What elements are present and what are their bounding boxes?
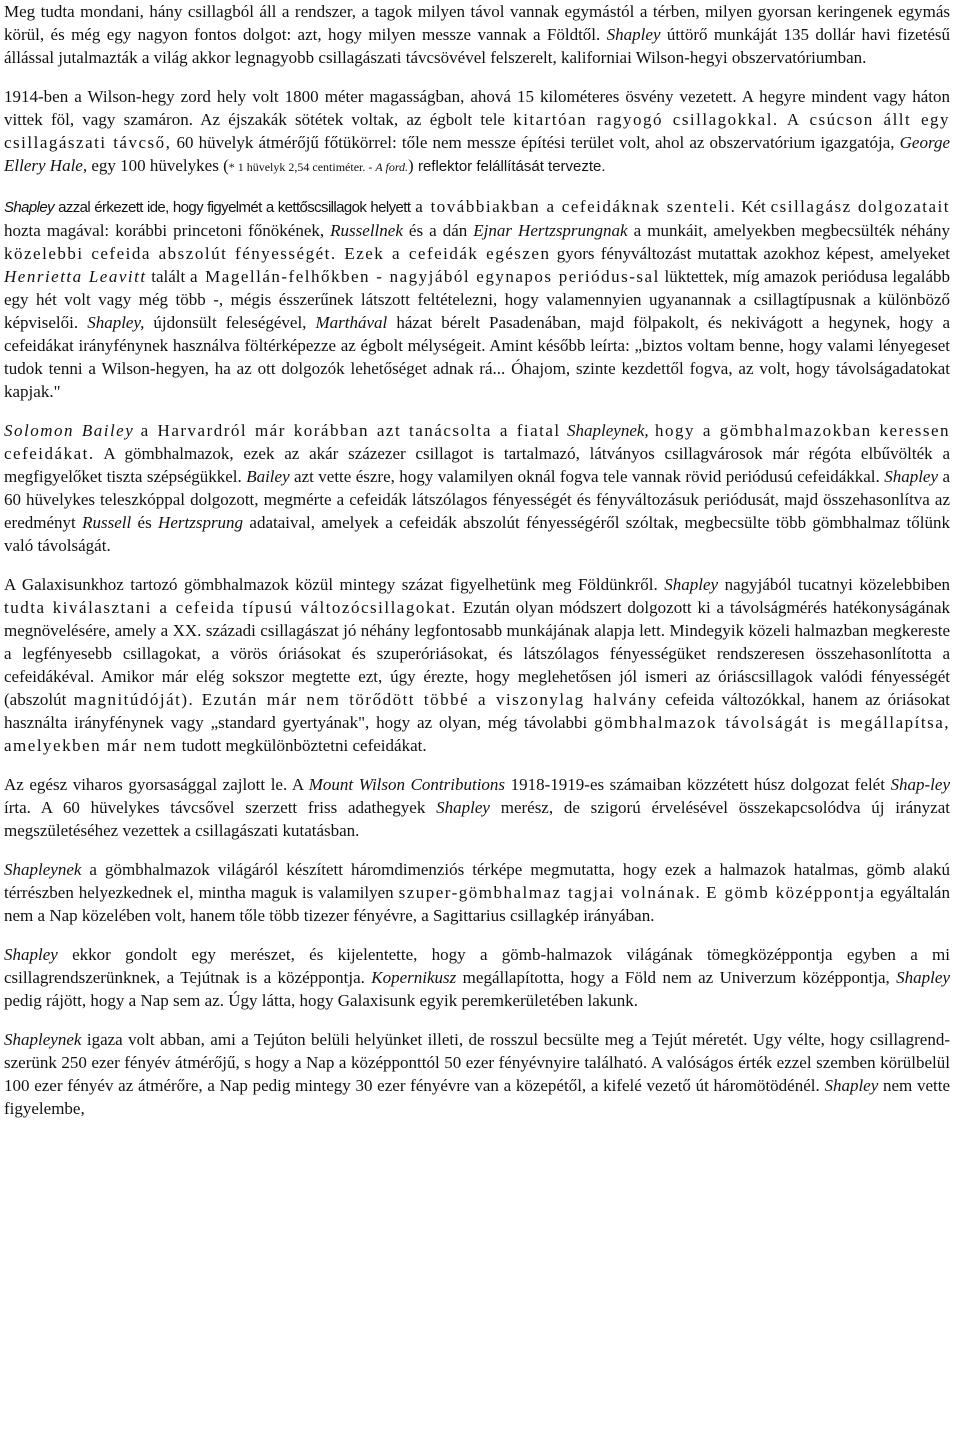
text-run <box>779 110 787 129</box>
text-run: és a dán <box>402 221 474 240</box>
text-run: a 60 hüvelykes teleszkóppal dolgozott, megmérte a cefeidák látszólagos fényességét és fényváltozásuk periódusát, majd összehasonlítva az eredményt <box>4 467 950 532</box>
text-run: Két <box>736 197 771 216</box>
text-run: A gömbhalmazok, ezek az akár százezer csillagot is tartalmazó, látványos csillagvárosok már régóta elbűvölték a megfigyelőket tiszta szépségükkel. <box>4 444 950 486</box>
text-run: 60 hüvelyk átmérőjű főtükörrel: tőle nem messze építési terület volt, ahol az obszervatórium igazgatója, <box>171 133 900 152</box>
text-run: azzal érkezett ide, hogy figyelmét a kettőscsillagok helyett <box>54 199 411 216</box>
text-run: kitartóan ragyogó csillagokkal. <box>513 110 779 129</box>
text-run <box>194 690 201 709</box>
text-run: tudta kiválasztani a cefeida típusú változócsillagokat. <box>4 598 457 617</box>
text-run: Mount Wilson Contributions <box>308 775 506 794</box>
text-run: egyáltalán nem a Nap közelében volt, hanem tőle több tizezer fényévre, a Sagittarius csillagkép irányában. <box>4 883 950 925</box>
text-run: azt vette észre, hogy valamilyen oknál fogva tele vannak rövid periódusú cefeidákkal. <box>289 467 885 486</box>
text-run: a Magellán-felhőkben - nagyjából egynapos periódus-sal <box>189 267 660 286</box>
text-run: Ezután olyan módszert dolgozott ki a távolságmérés hatékonyságának megnövelésére, amely a XX. századi csillagászat jó néhány legfontosabb munkájának alapja lett. Mindegyik közeli halmazban megkereste a legfényesebb csillagokat, a vörös óriásokat és szuperóriásokat, és látszólagos fényességüket rendszeresen összehasonlította a cefeidákéval. Amikor már elég sokszor megtette ezt, úgy érezte, hogy meglehetősen jól ismeri az óriáscsillagok valódi fényességét (abszolút <box>4 598 950 709</box>
paragraph-9 <box>4 1028 950 1120</box>
text-run: Solomon Bailey <box>4 421 135 440</box>
text-run: Shapley <box>4 945 58 964</box>
text-run: Shapley <box>884 467 939 486</box>
text-run: reflektor felállítását tervezte. <box>417 158 606 175</box>
text-run: Meg tudta mondani, hány csillagból áll a rendszer, a tagok milyen távol vannak egymástól a térben, milyen gyorsan keringenek egymás körül, és még egy nagyon fontos dolgot: azt, hogy milyen messze vannak a Földtől. <box>4 2 950 44</box>
text-run: tudott megkülönböztetni cefeidákat. <box>177 736 427 755</box>
paragraph-2 <box>4 85 950 179</box>
text-run: Shap-ley <box>890 775 950 794</box>
paragraph-5 <box>4 573 950 757</box>
text-run: ekkor gondolt egy merészet, és kijelentette, hogy a gömb-halmazok világának tömegközéppontja egyben a mi csillagrendszerünknek, a Tejútnak is a középpontja. <box>4 945 950 987</box>
text-run: egy 100 hüvelykes ( <box>87 156 229 175</box>
text-run: Shapley <box>896 968 950 987</box>
text-run: csillagász dolgozatait <box>770 197 950 216</box>
text-run: talált <box>146 267 190 286</box>
text-run: Ezután már nem törődött többé a viszonylag halvány <box>201 690 658 709</box>
text-run: gömbhalmazok távolságát is megállapítsa, <box>594 713 950 732</box>
text-run: Russell <box>82 513 132 532</box>
text-run: Ejnar Hertzsprungnak <box>473 221 628 240</box>
text-run: ) <box>408 156 418 175</box>
text-run: házat bérelt Pasadenában, majd fölpakolt, és nekivágott a hegynek, hogy a cefeidákat irányfénynek használva föltérképezze az égbolt mélységeit. Amint később leírta: „biztos voltam benne, hogy valami lényegeset tudok tenni a Wilson-hegyen, ha az ott dolgozók lehetőséget adnak rá... Óhajom, szinte kezdettől fogva, az volt, hogy távolságadatokat kapjak." <box>4 313 950 401</box>
text-run: George Ellery Hale, <box>4 133 950 175</box>
text-run: írta. A 60 hüvelykes távcsővel szerzett friss adathegyek <box>4 798 437 817</box>
text-run: a munkáit, amelyekben megbecsülték néhány <box>627 221 950 240</box>
text-run: magnitúdóját). <box>73 690 195 709</box>
text-run: és <box>131 513 159 532</box>
text-run: Henrietta Leavitt <box>4 267 147 286</box>
text-run: Shapley <box>436 798 490 817</box>
text-run: gyors fényváltozást mutattak azokhoz képest, amelyeket <box>550 244 951 263</box>
text-run: hogy a gömbhalmazokban keressen cefeidákat. <box>4 421 951 463</box>
text-run: * 1 hüvelyk 2,54 centiméter. - <box>228 160 376 174</box>
text-run: cefeida változókkal, hanem az óriásokat használta irányfénynek vagy „standard gyertyának", hogy az olyan, még távolabbi <box>4 690 950 732</box>
text-run: Russellnek <box>330 221 403 240</box>
text-run: Marthával <box>315 313 388 332</box>
text-run: a Harvardról már korábban azt tanácsolta a fiatal <box>140 421 561 440</box>
text-run: Shapley <box>606 25 661 44</box>
text-run: merész, de szigorú érvelésével összekapcsolódva új irányzat megszületéséhez vezettek a csillagászati kutatásban. <box>4 798 950 840</box>
paragraph-6 <box>4 773 950 842</box>
paragraph-4 <box>4 419 950 557</box>
text-run: E gömb középpontja <box>706 883 876 902</box>
text-run: a gömbhalmazok világáról készített háromdimenziós térképe megmutatta, hogy ezek a halmazok hatalmas, gömb alakú térrészben helyezkednek el, mintha maguk is valamilyen <box>4 860 950 902</box>
text-run: hozta magával: korábbi princetoni főnökének, <box>4 221 331 240</box>
text-run: Hertzsprung <box>158 513 244 532</box>
text-run: 1914-ben a Wilson-hegy zord hely volt 1800 méter magasságban, ahová 15 kilométeres ösvény vezetett. A hegyre mindent vagy háton vittek föl, vagy szamáron. Az éjszakák sötétek voltak, az égbolt tele <box>4 87 950 129</box>
paragraph-3 <box>4 195 950 403</box>
text-run: úttörő munkáját 135 dollár havi fizetésű állással jutalmazták a világ akkor legnagyobb csillagászati távcsövével felszerelt, kaliforniai Wilson-hegyi obszervatóriumban. <box>4 25 950 67</box>
text-run: Shapley, <box>87 313 145 332</box>
paragraph-1 <box>4 0 950 69</box>
text-run: Bailey <box>246 467 290 486</box>
text-run: 1918-1919-es számaiban közzétett húsz dolgozat felét <box>505 775 891 794</box>
text-run: Shapleynek, <box>567 421 649 440</box>
text-run: a továbbiakban a cefeidáknak szenteli. <box>415 197 737 216</box>
text-run: igaza volt abban, ami a Tejúton belüli helyünket illeti, de rosszul becsülte meg a Tejút méretét. Ugy vélte, hogy csillagrend-szerünk 250 ezer fényév átmérőjű, s hogy a Nap a középponttól 50 ezer fényévnyire található. A valóságos érték ezzel szemben körülbelül 100 ezer fényév az átmérőre, a Nap pedig mintegy 30 ezer fényévre van a közepétől, a kifelé vezető út háromötödénél. <box>4 1030 950 1095</box>
text-run: közelebbi cefeida abszolút fényességét. Ezek a cefeidák egészen <box>4 244 551 263</box>
text-run: adataival, amelyek a cefeidák abszolút fényességéről szóltak, megbecsülte több gömbhalmaz tőlünk való távolságát. <box>4 513 950 555</box>
text-run: Shapleynek <box>4 860 82 879</box>
text-run: Kopernikusz <box>371 968 457 987</box>
text-run: A ford. <box>375 160 409 174</box>
text-run: Shapleynek <box>4 1030 82 1049</box>
paragraph-7 <box>4 858 950 927</box>
text-run: nem vette figyelembe, <box>4 1076 950 1118</box>
text-run: Shapley <box>4 199 55 216</box>
text-run: lüktettek, míg amazok periódusa legalább egy hét volt vagy még több -, mégis ésszerűnek látszott feltételezni, hogy valamennyien ugyanannak a csillagtípusnak a különböző képviselői. <box>4 267 950 332</box>
text-run: amelyekben már nem <box>4 736 178 755</box>
text-run: A Galaxisunkhoz tartozó gömbhalmazok közül mintegy százat figyelhetünk meg Földünkről. <box>4 575 665 594</box>
paragraph-8 <box>4 943 950 1012</box>
text-run: pedig rájött, hogy a Nap sem az. Úgy látta, hogy Galaxisunk egyik peremkerületében lakunk. <box>4 991 639 1010</box>
text-run: megállapította, hogy a Föld nem az Univerzum középpontja, <box>456 968 897 987</box>
text-run: újdonsült feleségével, <box>144 313 316 332</box>
text-run: Shapley <box>824 1076 879 1095</box>
text-run: A csúcson állt egy csillagászati távcső, <box>4 110 951 152</box>
text-run: szuper-gömbhalmaz tagjai volnának. <box>398 883 702 902</box>
text-run: Shapley <box>664 575 719 594</box>
text-run: Az egész viharos gyorsasággal zajlott le. A <box>4 775 309 794</box>
text-run: nagyjából tucatnyi közelebbiben <box>718 575 950 594</box>
